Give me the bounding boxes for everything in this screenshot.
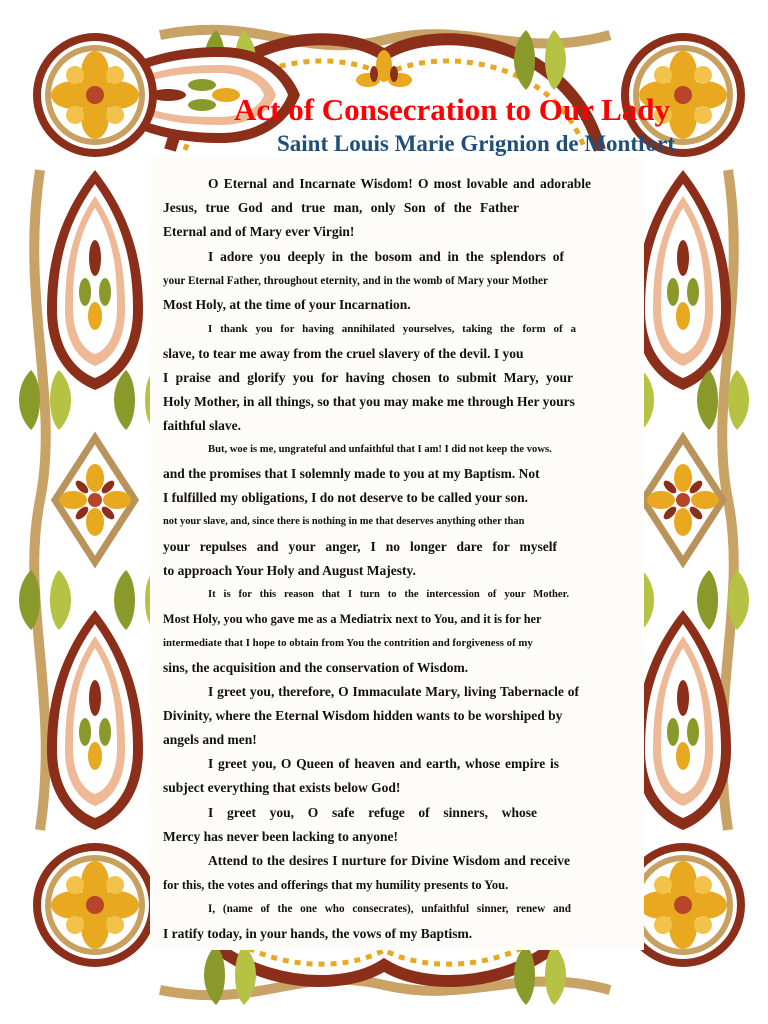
text-line: Most Holy, you who gave me as a Mediatrix next to You, and it is for her (163, 612, 542, 626)
text-line: intermediate that I hope to obtain from You the contrition and forgiveness of my (163, 637, 533, 649)
text-line: Most Holy, at the time of your Incarnation. (163, 297, 411, 312)
text-line: to approach Your Holy and August Majesty. (163, 563, 416, 578)
text-line: I adore you deeply in the bosom and in the splendors of (208, 249, 564, 264)
text-line: slave, to tear me away from the cruel slavery of the devil. I you (163, 346, 524, 361)
text-line: your repulses and your anger, I no longer dare for myself (163, 539, 557, 554)
text-line: I praise and glorify you for having chosen to submit Mary, your (163, 370, 573, 385)
text-line: I fulfilled my obligations, I do not deserve to be called your son. (163, 490, 529, 505)
text-line: Mercy has never been lacking to anyone! (163, 829, 398, 844)
document-title: Act of Consecration to Our Lady (234, 92, 670, 127)
text-line: and the promises that I solemnly made to you at my Baptism. Not (163, 466, 540, 481)
text-line: Divinity, where the Eternal Wisdom hidden wants to be worshiped by (163, 708, 563, 723)
text-line: I thank you for having annihilated yourselves, taking the form of a (208, 323, 576, 335)
text-line: I ratify today, in your hands, the vows of my Baptism. (163, 926, 473, 941)
text-line: O Eternal and Incarnate Wisdom! O most lovable and adorable (208, 176, 591, 191)
text-line: It is for this reason that I turn to the intercession of your Mother. (208, 589, 569, 600)
text-line: for this, the votes and offerings that my humility presents to You. (163, 878, 509, 892)
text-line: I greet you, O safe refuge of sinners, whose (208, 805, 537, 820)
text-line: not your slave, and, since there is nothing in me that deserves anything other than (163, 516, 525, 527)
text-line: I, (name of the one who consecrates), unfaithful sinner, renew and (208, 903, 571, 915)
document-subtitle: Saint Louis Marie Grignion de Montfort (277, 131, 676, 156)
text-line: Attend to the desires I nurture for Divine Wisdom and receive (208, 853, 570, 868)
text-line: faithful slave. (163, 418, 242, 433)
text-line: your Eternal Father, throughout eternity, and in the womb of Mary your Mother (163, 275, 548, 287)
text-line: I greet you, therefore, O Immaculate Mary, living Tabernacle of (208, 684, 579, 699)
text-line: But, woe is me, ungrateful and unfaithful that I am! I did not keep the vows. (208, 444, 552, 455)
text-line: I greet you, O Queen of heaven and earth, whose empire is (208, 756, 559, 771)
text-line: Eternal and of Mary ever Virgin! (163, 224, 355, 239)
text-line: sins, the acquisition and the conservation of Wisdom. (163, 660, 469, 675)
text-line: subject everything that exists below God! (163, 780, 401, 795)
text-line: angels and men! (163, 732, 257, 747)
text-line: Jesus, true God and true man, only Son of the Father (163, 200, 519, 215)
text-line: Holy Mother, in all things, so that you may make me through Her yours (163, 394, 575, 409)
